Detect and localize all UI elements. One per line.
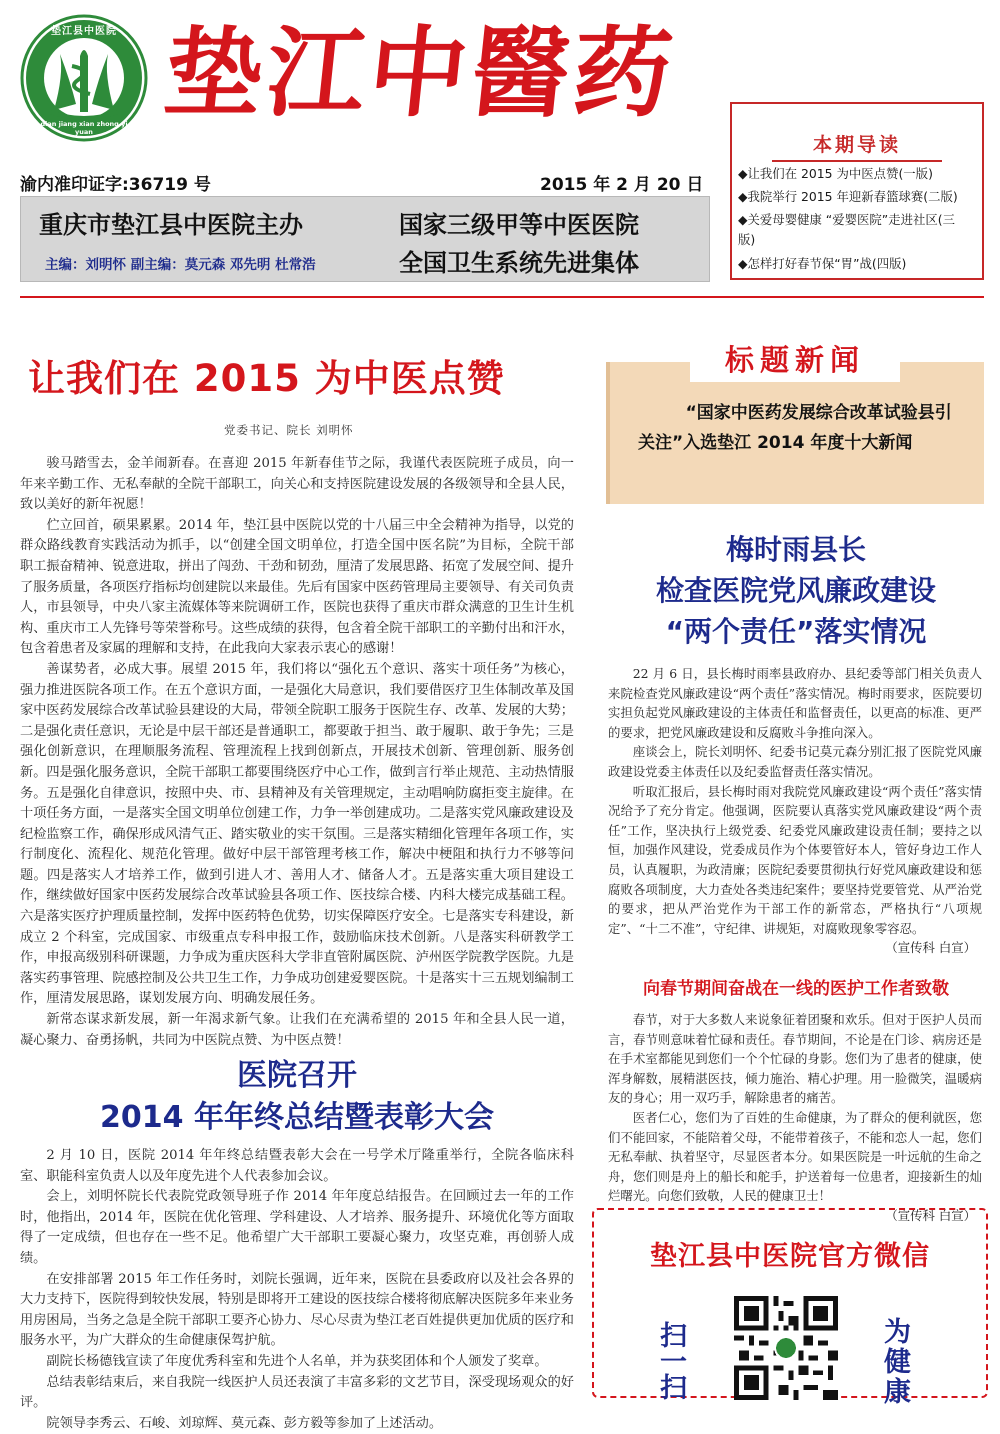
tribute-credit: （宣传科 白宣） bbox=[885, 1207, 976, 1223]
inspection-credit: （宣传科 白宣） bbox=[885, 940, 976, 956]
lead-paragraph: 善谋势者，必成大事。展望 2015 年，我们将以“强化五个意识、落实十项任务”为核心，强力推进医院各项工作。在五个意识方面，一是强化大局意识，我们要借医疗卫生体制改革及国家中医药发展综合改革试验县建设的大局，带领全院职工服务于医院生存、改革、发展的大势；二是强化责任意识，无论是中层干部还是普通职工，都要敢于担当、敢于履职、敢于争先；三是强化创新意识，在理顺服务流程、管理流程上找到创新点，开展技术创新、管理创新、服务创新。四是强化服务意识，全院干部职工都要围绕医疗中心工作，做到言行举止规范、主动热情服务。五是强化自律意识，按照中央、市、县精神及有关管理规定，主动唱响防腐拒变主旋律。在十项任务方面，一是落实全国文明单位创建工作，力争一举创建成功。二是落实党风廉政建设及纪检监察工作，确保形成风清气正、踏实敬业的实干氛围。三是落实精细化管理年各项工作，实行制度化、流程化、规范化管理。做好中层干部管理考核工作，解决中梗阻和执行力不够等问题。四是落实人才培养工作，做到引进人才、善用人才、储备人才。五是落实重大项目建设工作，继续做好国家中医药发展综合改革试验县各项工作、医技综合楼、内科大楼完成基础工程。六是落实医疗护理质量控制，发挥中医药特色优势，切实保障医疗安全。七是落实专科建设，新成立 2 个科室，完成国家、市级重点专科申报工作，鼓励临床技术创新。八是落实科研教学工作，申报高级别科研课题，力争成为重庆医科大学非直管附属医院、泸州医学院教学医院。九是落实药事管理、院感控制及公共卫生工作，力争成功创建爱婴医院。十是落实十三五规划编制工作，厘清发展思路，谋划发展方向、明确发展任务。 bbox=[20, 661, 574, 1007]
logo-ring-top: 垫江县中医院 bbox=[51, 26, 117, 37]
lead-paragraph: 骏马踏雪去，金羊闹新春。在喜迎 2015 年新春佳节之际，我谨代表医院班子成员，向一年来辛勤工作、无私奉献的全院干部职工，向关心和支持医院建设发展的各级领导和全县人民，致以美好的新年祝愿！ bbox=[20, 456, 574, 513]
headline-news-box-shade bbox=[606, 362, 610, 504]
grade-line: 国家三级甲等中医医院 bbox=[399, 211, 639, 239]
inspection-headline-1: 梅时雨县长 bbox=[725, 533, 866, 566]
banner bbox=[20, 196, 710, 282]
headline-news-text: “国家中医药发展综合改革试验县引关注”入选垫江 2014 年度十大新闻 bbox=[638, 403, 952, 453]
inspection-paragraph: 22 月 6 日，县长梅时雨率县政府办、县纪委等部门相关负责人来院检查党风廉政建设“两个责任”落实情况。梅时雨要求，医院要切实担负起党风廉政建设的主体责任和监督责任，以更高的标准、更严的要求，把党风廉政建设和反腐败斗争推向深入。 bbox=[608, 666, 982, 740]
newspaper-title: 垫江中醫药 bbox=[159, 16, 682, 131]
honor-line: 全国卫生系统先进集体 bbox=[399, 249, 639, 277]
lead-byline: 党委书记、院长 刘明怀 bbox=[224, 423, 354, 437]
meeting-paragraph: 2 月 10 日，医院 2014 年年终总结暨表彰大会在一号学术厅隆重举行，全院各临床科室、职能科室负责人以及年度先进个人代表参加会议。 bbox=[20, 1148, 574, 1184]
wechat-box bbox=[592, 1208, 988, 1408]
lead-body bbox=[20, 454, 574, 1051]
meeting-headline-1: 医院召开 bbox=[237, 1058, 357, 1093]
guide-item[interactable]: ◆我院举行 2015 年迎新春篮球赛(二版) bbox=[738, 189, 958, 204]
wechat-left-char: 一 bbox=[660, 1347, 687, 1378]
lead-headline: 让我们在 2015 为中医点赞 bbox=[28, 357, 505, 400]
wechat-qr-code[interactable] bbox=[734, 1296, 838, 1400]
lead-paragraph: 伫立回首，硕果累累。2014 年，垫江县中医院以党的十八届三中全会精神为指导，以党的群众路线教育实践活动为抓手，以“创建全国文明单位，打造全国中医名院”为目标，全院干部职工振奋精神、锐意进取，拼出了闯劲、干劲和韧劲，厘清了发展思路、拓宽了发展空间、提升了服务质量，各项医疗指标均创建院以来最佳。先后有国家中医药管理局主要领导、有关司负责人，市县领导，中央八家主流媒体等来院调研工作，医院也获得了重庆市群众满意的卫生计生机构、重庆市工人先锋号等荣誉称号。这些成绩的获得，包含着全院干部职工的辛勤付出和汗水，包含着患者及家属的理解和支持，在此我向大家表示衷心的感谢！ bbox=[20, 517, 574, 657]
guide-item[interactable]: ◆关爱母婴健康 “爱婴医院”走进社区(三版) bbox=[738, 212, 955, 247]
guide-title-rule bbox=[772, 160, 942, 162]
tribute-headline: 向春节期间奋战在一线的医护工作者致敬 bbox=[643, 979, 949, 999]
headline-news-label: 标题新闻 bbox=[690, 338, 900, 382]
tribute-paragraph: 医者仁心，您们为了百姓的生命健康，为了群众的便利就医，您们不能回家，不能陪着父母，不能带着孩子，不能和恋人一起，您们无私奉献、执着坚守，尽显医者本分。如果医院是一叶远航的生命之舟，您们则是舟上的船长和舵手，护送着每一位患者，迎接新生的灿烂曙光。向您们致敬，人民的健康卫士！ bbox=[608, 1109, 982, 1204]
logo bbox=[20, 14, 148, 142]
meeting-paragraph: 总结表彰结束后，来自我院一线医护人员还表演了丰富多彩的文艺节目，深受现场观众的好评。 bbox=[20, 1374, 574, 1411]
inspection-body bbox=[608, 664, 982, 958]
wechat-left-char: 扫 bbox=[660, 1373, 687, 1404]
wechat-right-char: 为 bbox=[884, 1317, 911, 1348]
lead-paragraph: 新常态谋求新发展，新一年渴求新气象。让我们在充满希望的 2015 年和全县人民一道，凝心聚力、奋勇扬帆，共同为中医院点赞、为中医点赞！ bbox=[20, 1012, 574, 1048]
editors-line: 主编：刘明怀 副主编：莫元森 邓先明 杜常浩 bbox=[45, 257, 316, 273]
meeting-body bbox=[20, 1146, 574, 1434]
wechat-right-char: 健 bbox=[884, 1347, 911, 1378]
meeting-headline-2: 2014 年年终总结暨表彰大会 bbox=[100, 1100, 494, 1135]
logo-ring-bottom: dian jiang xian zhong yi yuan bbox=[40, 120, 128, 136]
issue-date: 2015 年 2 月 20 日 bbox=[540, 175, 704, 195]
guide-title: 本期导读 bbox=[812, 134, 901, 156]
wechat-left-char: 扫 bbox=[660, 1321, 687, 1352]
inspection-headline-2: 检查医院党风廉政建设 bbox=[655, 574, 936, 607]
meeting-paragraph: 会上，刘明怀院长代表院党政领导班子作 2014 年年度总结报告。在回顾过去一年的工作时，他指出，2014 年，医院在优化管理、学科建设、人才培养、服务提升、环境优化等方面取得了一定成绩，但也存在一些不足。他希望广大干部职工要凝心聚力，攻坚克难，再创骄人成绩。 bbox=[20, 1189, 574, 1266]
inspection-paragraph: 听取汇报后，县长梅时雨对我院党风廉政建设“两个责任”落实情况给予了充分肯定。他强调，医院要认真落实党风廉政建设“两个责任”工作，坚决执行上级党委、纪委党风廉政建设责任制；要持之以恒，加强作风建设，党委成员作为个体要管好本人，管好身边工作人员，认真履职，为政清廉；医院纪委要贯彻执行好党风廉政建设和惩腐败各项制度，大力查处各类违纪案件；要坚持党要管党、从严治党的要求，把从严治党作为干部工作的新常态，严格执行“八项规定”、“十二不准”，守纪律、讲规矩，对腐败现象零容忍。 bbox=[608, 783, 982, 936]
meeting-paragraph: 院领导李秀云、石峻、刘琼辉、莫元森、彭方毅等参加了上述活动。 bbox=[46, 1415, 443, 1431]
tribute-body bbox=[608, 1010, 982, 1226]
inspection-headline-3: “两个责任”落实情况 bbox=[665, 615, 927, 648]
guide-box bbox=[730, 102, 984, 280]
tribute-paragraph: 春节，对于大多数人来说象征着团聚和欢乐。但对于医护人员而言，春节则意味着忙碌和责任。春节期间，不论是在门诊、病房还是在手术室都能见到您们一个个忙碌的身影。您们为了患者的健康，使浑身解数，展精湛医技，倾力施治、精心护理。用一脸微笑，温暖病友的身心；用一双巧手，解除患者的痛苦。 bbox=[608, 1012, 982, 1106]
headline-news-box bbox=[608, 362, 984, 504]
host-line: 重庆市垫江县中医院主办 bbox=[39, 211, 303, 239]
meeting-paragraph: 副院长杨德钱宣读了年度优秀科室和先进个人名单，并为获奖团体和个人颁发了奖章。 bbox=[46, 1353, 548, 1369]
masthead-divider bbox=[20, 296, 984, 298]
wechat-right-char: 康 bbox=[884, 1377, 911, 1408]
inspection-paragraph: 座谈会上，院长刘明怀、纪委书记莫元森分别汇报了医院党风廉政建设党委主体责任以及纪委监督责任落实情况。 bbox=[608, 744, 982, 779]
guide-item[interactable]: ◆让我们在 2015 为中医点赞(一版) bbox=[738, 166, 933, 181]
wechat-title: 垫江县中医院官方微信 bbox=[650, 1241, 930, 1272]
guide-item[interactable]: ◆怎样打好春节保“胃”战(四版) bbox=[738, 256, 907, 271]
meeting-paragraph: 在安排部署 2015 年工作任务时，刘院长强调，近年来，医院在县委政府以及社会各界的大力支持下，医院得到较快发展，特别是即将开工建设的医技综合楼将彻底解决医院多年来业务用房困局，当务之急是全院干部职工要齐心协力、尽心尽责为垫江老百姓提供更加优质的医疗和服务水平，为广大群众的生命健康保驾护航。 bbox=[20, 1271, 574, 1349]
permit-number: 渝内准印证字:36719 号 bbox=[20, 175, 211, 195]
